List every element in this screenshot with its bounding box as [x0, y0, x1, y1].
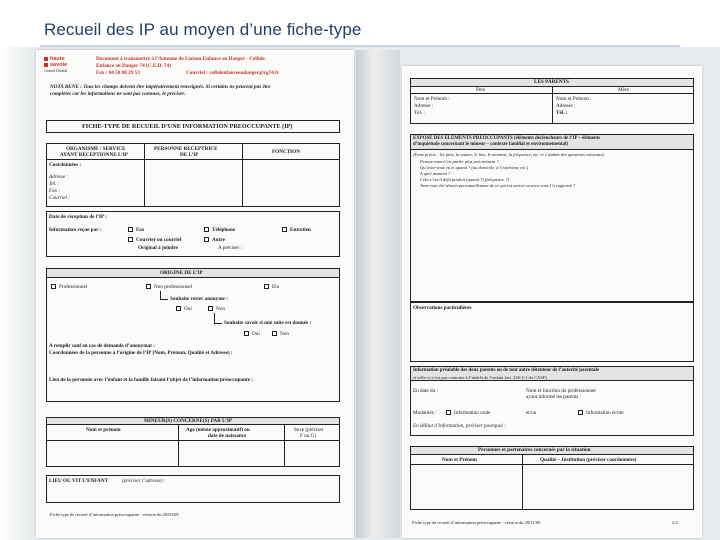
info-recue-label: Information reçue par : [49, 227, 102, 233]
col-organisme: ORGANISME / SERVICE [66, 146, 126, 152]
elu-checkbox[interactable] [264, 284, 269, 289]
pere-adresse: Adresse : [414, 103, 434, 109]
information-by-1: Nom et fonction du professionnel [526, 388, 596, 394]
pere-tel: Tél. : [414, 110, 425, 116]
telephone-checkbox[interactable] [204, 227, 209, 232]
follow-non: Non [280, 331, 289, 337]
follow-oui-checkbox[interactable] [244, 331, 249, 336]
left-footer: Fiche type de recueil d’information préoccupante - version du 29/03/09 [50, 512, 179, 517]
col-fonction: FONCTION [272, 149, 300, 155]
col-receptrice: PERSONNE RECEPTRICE [154, 146, 218, 152]
partners-col-qualite: Qualité – Institution (préciser coordonnées) [540, 457, 637, 463]
right-footer: Fiche type de recueil d’information préoccupante - version du 29/11/09 [412, 520, 541, 525]
information-defaut: En défaut d’information, préciser pourquoi : [413, 423, 506, 429]
form-page-1 [36, 50, 354, 538]
expose-bullet-5: Avez-vous été témoin personnellement de ce qui est arrivé ou avez-vous l’a rapporté ? [420, 183, 576, 188]
fill-note: A remplir sauf en cas de demande d’anonymat : [49, 343, 155, 349]
fax-checkbox[interactable] [128, 227, 133, 232]
expose-bullet-2: Qu’avez-vous vu et quand ? (au domicile, à l’extérieur, etc.) [420, 165, 529, 170]
col-receptrice-2: DE L’IP [180, 152, 199, 158]
anon-oui: Oui [184, 306, 192, 312]
expose-bullet-3: A quel moment ? [420, 171, 451, 176]
non-professionnel-option: Non professionnel [154, 284, 193, 290]
fax-label: Fax : [49, 188, 61, 194]
partners-col-name: Nom et Prénom [442, 457, 477, 463]
anon-non-checkbox[interactable] [208, 306, 213, 311]
observations-label: Observations particulières [413, 305, 472, 311]
telephone-option: Téléphone [212, 227, 236, 233]
professionnel-checkbox[interactable] [51, 284, 56, 289]
lieu-label: LIEU OU VIT L’ENFANT [49, 478, 109, 484]
non-professionnel-checkbox[interactable] [146, 284, 151, 289]
col-organisme-2: AYANT RECEPTIONNE L’IP [60, 152, 128, 158]
professionnel-option: Professionnel [59, 284, 88, 290]
expose-bullet-1: Pensez-vous n’en parler plus précisément ? [420, 159, 499, 164]
letterhead-line1: Document à transmettre à l’Antenne de Liaison Enfance en Danger - Cellule [96, 56, 265, 62]
anon-non: Non [216, 306, 225, 312]
follow-oui: Oui [252, 331, 260, 337]
expose-intro: (Faits précis : les faits, la nature, le lieu, le moment, la fréquence, etc. et s’aidant des questions suivantes) [413, 152, 605, 157]
entretien-option: Entretien [290, 227, 311, 233]
minors-col-name: Nom et prénom [86, 427, 121, 433]
observations-box [410, 302, 694, 362]
nota-bene-line1: NOTA BENE : Tous les champs doivent être impérativement renseignés. Si certains ne peuvent pas être [50, 84, 271, 90]
mere-nom: Nom et Prénom : [556, 96, 592, 102]
minors-col-sexe: Sexe (préciser [294, 427, 324, 433]
coords-note: Coordonnées de la personne à l’origine de l’IP (Nom, Prénom, Qualité et Adresse) : [49, 350, 233, 356]
preciser-label: A préciser : [218, 245, 242, 251]
slide-title: Recueil des IP au moyen d’une fiche-type [44, 20, 362, 39]
tel-label: Tel. : [49, 181, 60, 187]
courrier-checkbox[interactable] [128, 237, 133, 242]
information-etou: et/ou [526, 410, 537, 416]
link-note: Lien de la personne avec l’enfant et la famille faisant l’objet de l’information préoccupante : [49, 377, 254, 383]
courriel-label: Courriel : [49, 195, 70, 201]
fax-option: Fax [136, 227, 145, 233]
minors-col-age-2: date de naissance [208, 433, 247, 439]
logo-caption: Conseil Général [44, 69, 68, 73]
follow-non-checkbox[interactable] [272, 331, 277, 336]
follow-label: Souhaite savoir si une suite est donnée : [224, 320, 312, 326]
expose-title-1: EXPOSE DES ELEMENTS PREOCCUPANTS (éléments déclencheurs de l’IP – éléments [413, 136, 601, 141]
mere-adresse: Adresse : [556, 103, 576, 109]
mere-tel: Tél. : [556, 110, 568, 116]
scan-fade [0, 47, 30, 540]
letterhead-fax: Fax : 04 50 08 29 53 [96, 70, 140, 76]
nota-bene-line2: complétés car les informations ne sont pas connues, le préciser. [50, 91, 186, 97]
page-number: 2/2 [672, 520, 678, 525]
coords-label: Coordonnées : [49, 162, 82, 168]
information-date: En date du : [413, 388, 438, 394]
letterhead-email: Courriel : cellulenfanceendanger@cg74.fr [186, 70, 280, 76]
information-orale-checkbox[interactable] [446, 410, 451, 415]
expose-title-2: d’inquiétude concernant le mineur – contexte familial et environnemental) [413, 142, 568, 147]
letterhead-line2: Enfance en Danger 74 (C.E.D. 74) [96, 63, 171, 69]
entretien-checkbox[interactable] [282, 227, 287, 232]
modalites-label: Modalités : [413, 410, 437, 416]
pere-nom: Nom et Prénom : [414, 96, 450, 102]
origin-title: ORIGINE DE L’IP [160, 270, 203, 276]
information-by-2: ayant informé les parents : [526, 394, 582, 400]
information-subtitle: si celle-ci n’est pas contraire à l’intérêt de l’enfant (art. 226-2-1 du CASF) [413, 375, 547, 380]
parents-title: LES PARENTS [534, 79, 569, 85]
anon-oui-checkbox[interactable] [176, 306, 181, 311]
partners-table [410, 446, 694, 510]
elu-option: Elu [272, 284, 280, 290]
information-ecrite: Information écrite [586, 410, 624, 416]
form-title: FICHE-TYPE DE RECUEIL D’UNE INFORMATION PREOCCUPANTE (IP) [82, 123, 293, 130]
autre-option: Autre [212, 237, 225, 243]
form-page-2 [402, 66, 702, 538]
autre-checkbox[interactable] [204, 237, 209, 242]
mere-label: Mère [618, 87, 629, 93]
original-note: Original à joindre [138, 245, 178, 251]
minors-title: MINEUR(S) CONCERNE(S) PAR L’IP [144, 418, 233, 424]
minors-col-sexe-2: F ou G) [300, 433, 317, 439]
information-ecrite-checkbox[interactable] [578, 410, 583, 415]
reception-date-label: Date de réception de l’IP : [49, 214, 107, 220]
expose-bullet-4: Cela s’est-il déjà produit (quand ?) (fréquence ?) [420, 177, 509, 182]
minors-col-age: Age (même approximatif) ou [186, 427, 250, 433]
adresse-label: Adresse : [49, 174, 69, 180]
lieu-hint: (préciser l’adresse) : [122, 478, 166, 484]
information-orale: Information orale [454, 410, 491, 416]
logo-line1: haute [50, 56, 65, 62]
courrier-option: Courrier ou courriel [136, 237, 182, 243]
anon-label: Souhaite rester anonyme : [170, 296, 228, 302]
information-title: Information préalable des deux parents ou de tout autre détenteur de l’autorité parentale [413, 368, 600, 373]
pere-label: Père [476, 87, 486, 93]
logo-line2: savoie [50, 62, 68, 68]
haute-savoie-logo [44, 56, 70, 74]
book-gutter [356, 50, 400, 538]
partners-title: Personnes et partenaires concernés par la situation [478, 447, 591, 453]
